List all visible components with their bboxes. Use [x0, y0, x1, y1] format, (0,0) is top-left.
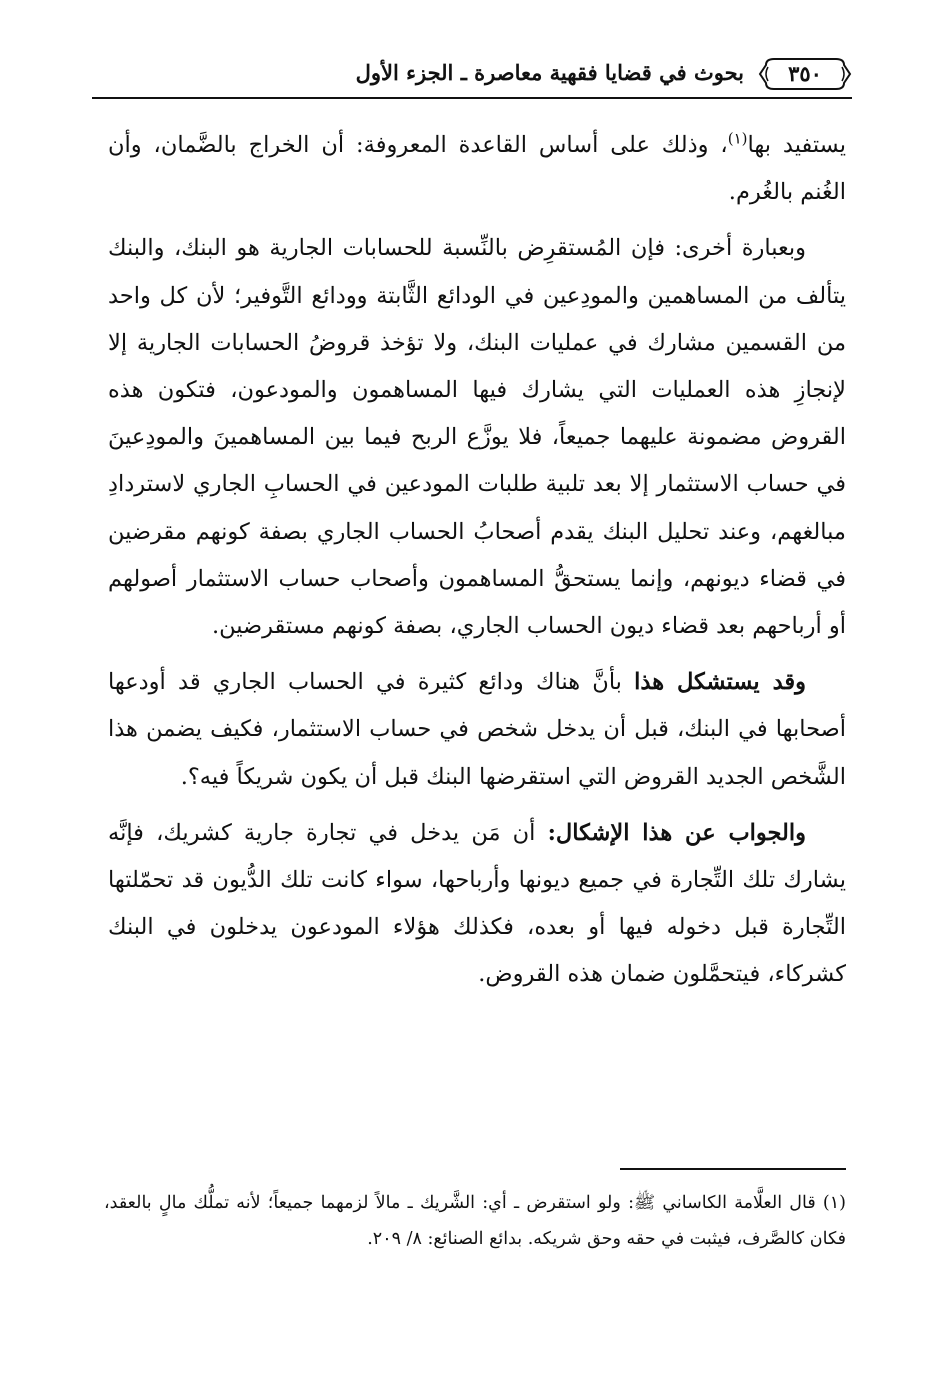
footnote-separator [620, 1168, 846, 1170]
paragraph-2 [108, 225, 846, 650]
paragraph-2-text: وبعبارة أخرى: فإن المُستقرِض بالنِّسبة للحسابات الجارية هو البنك، والبنك يتألف من المساهمين والمودِعين في الودائع الثَّابتة وودائع التَّوفير؛ لأن كل واحد من القسمين مشارك في عمليات البنك، ولا تؤخذ قروضُ الحسابات الجارية إلا لإنجازِ هذه العمليات التي يشارك فيها المساهمون والمودعون، فتكون هذه القروض مضمونة عليهما جميعاً، فلا يوزَّع الربح فيما بين المساهمينَ والمودِعينَ في حساب الاستثمار إلا بعد تلبية طلبات المودعين في الحسابِ الجاري لاستردادِ مبالغهم، وعند تحليل البنك يقدم أصحابُ الحساب الجاري بصفة كونهم مقرضين في قضاء ديونهم، وإنما يستحقُّ المساهمون وأصحاب حساب الاستثمار أصولهم أو أرباحهم بعد قضاء ديون الحساب الجاري، بصفة كونهم مستقرضين. [108, 235, 846, 640]
page-number-frame [758, 56, 852, 92]
paragraph-3-lead: وقد يستشكل هذا [634, 669, 807, 696]
paragraph-3 [108, 659, 846, 801]
page-number: ٣٥٠ [788, 61, 822, 86]
paragraph-4-text: أن مَن يدخل في تجارة جارية كشريك، فإنَّه يشارك تلك التِّجارة في جميع ديونها وأرباحها، سواء كانت تلك الدُّيون قد تحمّلتها التِّجارة قبل دخوله فيها أو بعده، فكذلك هؤلاء المودعون يدخلون في البنك كشركاء، فيتحمَّلون ضمان هذه القروض. [108, 819, 846, 988]
running-header [92, 52, 852, 98]
paragraph-4-lead: والجواب عن هذا الإشكال: [547, 819, 807, 846]
footnote-1: (١) قال العلَّامة الكاساني ﷺ: ولو استقرض ـ أي: الشَّريك ـ مالاً لزمهما جميعاً؛ لأنه تملُّك مالٍ بالعقد، فكان كالصَّرف، فيثبت في حقه وحق شريكه. بدائع الصنائع: ٨/ ٢٠٩. [104, 1193, 846, 1249]
footnote-reference: (١) [727, 129, 748, 148]
paragraph-1-text-before-ref: يستفيد بها [747, 132, 846, 158]
paragraph-3-text: بأنَّ هناك ودائع كثيرة في الحساب الجاري قد أودعها أصحابها في البنك، قبل أن يدخل شخص في حساب الاستثمار، فكيف يضمن هذا الشَّخص الجديد القروض التي استقرضها البنك قبل أن يكون شريكاً فيه؟. [108, 669, 846, 790]
paragraph-1 [108, 122, 846, 216]
running-title: بحوث في قضايا فقهية معاصرة ـ الجزء الأول [355, 60, 744, 85]
paragraph-4 [108, 810, 846, 999]
header-rule [92, 97, 852, 99]
main-text [108, 122, 846, 999]
paragraph-1-text: ، وذلك على أساس القاعدة المعروفة: أن الخراج بالضَّمان، وأن الغُنم بالغُرم. [108, 132, 846, 206]
footnotes [104, 1186, 846, 1257]
